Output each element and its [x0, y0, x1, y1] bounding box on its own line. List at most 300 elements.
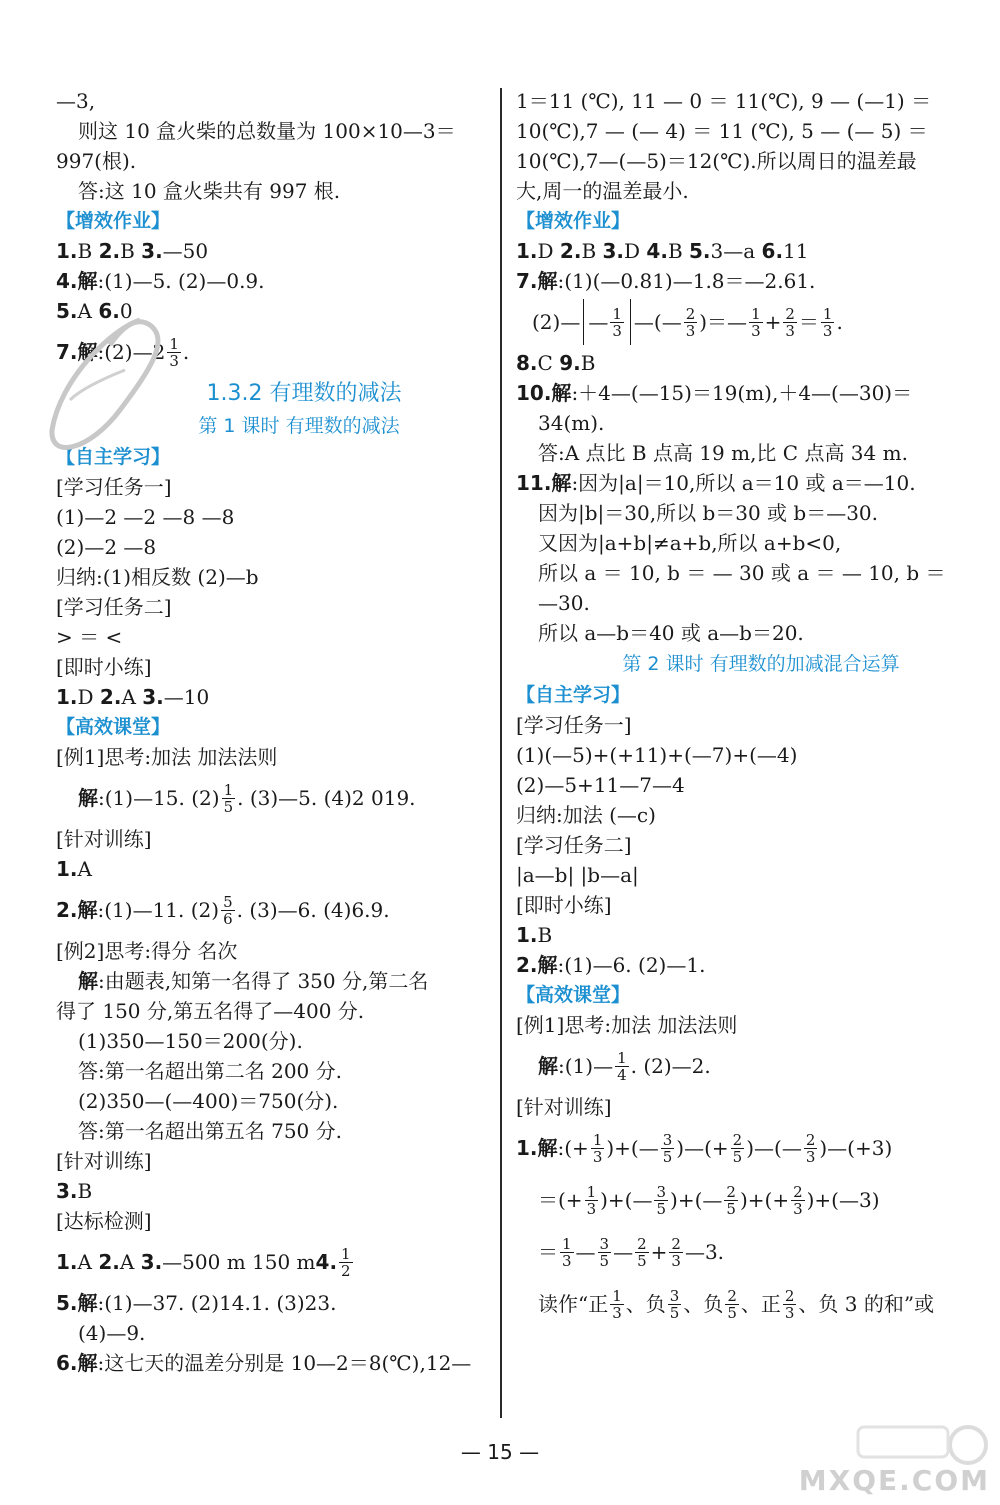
text-span: :(1)—15. (2)	[98, 786, 220, 810]
text-span: :(1)—6. (2)—1.	[557, 953, 706, 977]
text-span: ＝	[798, 310, 819, 334]
text-span: 、负	[625, 1292, 666, 1316]
fraction	[749, 306, 763, 339]
fraction	[669, 1236, 683, 1269]
text-line	[56, 176, 492, 206]
text-span: (2)350—(—400)＝750(分).	[78, 1089, 339, 1113]
text-span: A	[121, 685, 136, 709]
lesson-title: 第 2 课时 有理数的加减混合运算	[622, 653, 900, 675]
text-span: 1	[822, 304, 833, 323]
text-span: :(2)—2	[97, 340, 166, 364]
text-span: 1.	[56, 1250, 78, 1274]
text-span: 5	[732, 1147, 743, 1166]
answer-line	[516, 236, 956, 266]
stamp-mark-icon	[40, 300, 190, 470]
text-span: |a—b| |b—a|	[516, 863, 639, 887]
text-span: 2	[785, 304, 795, 323]
text-line	[516, 528, 956, 558]
fraction	[585, 1184, 599, 1217]
text-line	[516, 558, 956, 588]
text-span: 2.解	[516, 953, 558, 977]
text-span: )—(+3)	[819, 1136, 893, 1160]
text-span: 2	[805, 1130, 816, 1149]
text-span: 3	[612, 1303, 622, 1322]
text-span: 4.解	[56, 269, 98, 293]
text-line	[56, 1086, 492, 1116]
text-span: 答:第一名超出第五名 750 分.	[78, 1119, 342, 1143]
text-span: [即时小练]	[516, 893, 612, 917]
text-span: 2	[793, 1182, 803, 1201]
text-span: 997(根).	[56, 149, 137, 173]
text-span: 2.解	[56, 898, 98, 922]
text-span: 3	[586, 1199, 597, 1218]
section-title: 1.3.2 有理数的减法	[206, 381, 402, 406]
right-column	[516, 86, 956, 1330]
text-span: 2	[784, 1286, 795, 1305]
text-span: [学习任务二]	[56, 595, 172, 619]
text-line	[56, 472, 492, 502]
text-span: 1.	[56, 685, 78, 709]
text-span: )+(—	[600, 1188, 653, 1212]
text-line	[516, 438, 956, 468]
text-span: D	[77, 685, 94, 709]
text-span: 3	[562, 1251, 572, 1270]
text-span: 3	[592, 1147, 603, 1166]
left-column	[56, 86, 492, 1378]
text-span: (1)350—150＝200(分).	[78, 1029, 303, 1053]
text-span: 11.解	[516, 471, 572, 495]
text-span: 因为|b|＝30,所以 b＝30 或 b＝—30.	[538, 501, 879, 525]
text-span: 3	[656, 1182, 667, 1201]
text-span: :(1)(—0.81)—1.8＝—2.61.	[557, 269, 816, 293]
text-span: 5	[223, 892, 233, 911]
fraction	[684, 306, 698, 339]
text-span: 3	[751, 321, 761, 340]
text-span: 4	[617, 1065, 627, 1084]
text-span: [学习任务一]	[516, 713, 632, 737]
text-line	[56, 532, 492, 562]
text-line	[56, 86, 492, 116]
text-span: 3	[669, 1286, 680, 1305]
text-span: (2)—	[532, 310, 581, 334]
section-banner: 【自主学习】	[516, 684, 631, 706]
text-line	[516, 1092, 956, 1122]
fraction	[783, 1288, 797, 1321]
text-span: )—(+	[676, 1136, 729, 1160]
answer-line	[56, 966, 492, 996]
fraction	[654, 1184, 668, 1217]
section-banner: 【高效课堂】	[516, 984, 631, 1006]
text-span: 2	[726, 1182, 736, 1201]
text-line	[516, 890, 956, 920]
text-span: [例1]思考:加法 加法法则	[516, 1013, 738, 1037]
text-span: 6.	[98, 299, 120, 323]
text-span: —(—	[633, 310, 682, 334]
text-line	[516, 830, 956, 860]
text-line	[56, 1318, 492, 1348]
answer-line	[56, 1176, 492, 1206]
text-span: 1.	[516, 923, 538, 947]
text-line	[516, 176, 956, 206]
text-span: 1	[612, 304, 622, 323]
answer-line	[516, 1278, 956, 1330]
text-span: 5.	[689, 239, 711, 263]
text-span: :(1)—	[558, 1054, 614, 1078]
text-span: 解	[78, 969, 98, 993]
text-span: )+(—	[670, 1188, 723, 1212]
text-span: 归纳:(1)相反数 (2)—b	[56, 565, 259, 589]
page-number: — 15 —	[460, 1440, 540, 1464]
text-span: 读作“正	[538, 1292, 609, 1316]
text-span: 3	[685, 321, 696, 340]
text-span: 3	[785, 321, 795, 340]
text-span: 1＝11 (℃), 11 — 0 ＝ 11(℃), 9 — (—1) ＝	[516, 89, 932, 113]
text-span: . (3)—6. (4)6.9.	[236, 898, 390, 922]
text-span: 10.解	[516, 381, 572, 405]
text-span: 3	[822, 321, 833, 340]
answer-line	[516, 296, 956, 348]
text-span: 1.解	[516, 1136, 558, 1160]
text-span: 3.	[140, 1250, 163, 1274]
answer-line	[516, 348, 956, 378]
text-span: (4)—9.	[78, 1321, 146, 1345]
text-line	[56, 1056, 492, 1086]
text-line	[56, 936, 492, 966]
fraction	[339, 1246, 353, 1279]
text-span: A	[77, 857, 92, 881]
text-span: . (3)—5. (4)2 019.	[237, 786, 416, 810]
column-divider	[500, 88, 502, 1418]
text-span: .	[836, 310, 843, 334]
answer-line	[516, 1122, 956, 1174]
text-span: 5	[727, 1303, 737, 1322]
text-span: 6.	[761, 239, 784, 263]
fraction	[731, 1132, 745, 1165]
answer-line	[56, 854, 492, 884]
text-span: A	[77, 1250, 92, 1274]
text-span: 3	[671, 1251, 681, 1270]
text-span: 5	[656, 1199, 667, 1218]
text-span: 2	[732, 1130, 743, 1149]
fraction	[724, 1184, 738, 1217]
text-span: B	[580, 351, 596, 375]
text-span: 3.	[142, 685, 164, 709]
text-span: 归纳:加法 (—c)	[516, 803, 656, 827]
fraction	[615, 1050, 629, 1083]
text-span: 5	[223, 797, 234, 816]
text-span: 、正	[740, 1292, 781, 1316]
text-span: +	[650, 1240, 668, 1264]
text-span: ＝	[538, 1240, 558, 1264]
text-span: 解	[538, 1054, 558, 1078]
answer-line	[56, 772, 492, 824]
text-span: B	[667, 239, 683, 263]
answer-line	[516, 266, 956, 296]
text-span: 1.	[56, 239, 78, 263]
text-span: D	[624, 239, 641, 263]
fraction	[610, 306, 624, 339]
text-span: 5.	[56, 299, 78, 323]
text-line	[516, 1010, 956, 1040]
text-span: 答:这 10 盒火柴共有 997 根.	[78, 179, 341, 203]
text-span: 2	[341, 1261, 351, 1280]
text-span: —	[575, 1240, 596, 1264]
text-line	[516, 498, 956, 528]
text-line	[56, 1146, 492, 1176]
text-span: :(1)—11. (2)	[97, 898, 220, 922]
lesson-title: 第 1 课时 有理数的减法	[198, 415, 400, 437]
answer-line	[56, 266, 492, 296]
text-span: 所以 a—b＝40 或 a—b＝20.	[538, 621, 804, 645]
fraction	[560, 1236, 574, 1269]
answer-line	[516, 950, 956, 980]
text-span: 所以 a ＝ 10, b ＝ — 30 或 a ＝ — 10, b ＝	[538, 561, 946, 585]
text-span: 10(℃),7 — (— 4) ＝ 11 (℃), 5 — (— 5) ＝	[516, 119, 928, 143]
fraction	[804, 1132, 818, 1165]
text-span: 3	[599, 1234, 610, 1253]
text-span: B	[120, 239, 135, 263]
text-span: —3,	[56, 89, 96, 113]
text-line	[56, 116, 492, 146]
fraction	[635, 1236, 649, 1269]
text-line	[516, 588, 956, 618]
text-span: )—(—	[746, 1136, 802, 1160]
text-span: —3.	[684, 1240, 725, 1264]
text-span: 3.	[141, 239, 163, 263]
text-span: 2	[637, 1234, 647, 1253]
text-line	[56, 996, 492, 1026]
text-line	[516, 800, 956, 830]
text-span: 1	[341, 1244, 351, 1263]
text-span: )+(—3)	[806, 1188, 880, 1212]
answer-line	[56, 884, 492, 936]
text-span: 1	[223, 780, 234, 799]
text-span: 1	[169, 334, 179, 353]
fraction	[221, 894, 235, 927]
text-span: B	[77, 239, 93, 263]
text-line	[516, 86, 956, 116]
text-span: —	[613, 1240, 634, 1264]
text-span: 5	[669, 1303, 680, 1322]
text-span: 1	[562, 1234, 572, 1253]
text-span: [针对训练]	[516, 1095, 612, 1119]
text-span: 大,周一的温差最小.	[516, 179, 689, 203]
text-span: :(1)—37. (2)14.1. (3)23.	[97, 1291, 337, 1315]
text-span: —10	[163, 685, 210, 709]
text-span: —30.	[538, 591, 590, 615]
text-span: 又因为|a+b|≠a+b,所以 a+b<0,	[538, 531, 842, 555]
text-span: 3	[793, 1199, 803, 1218]
text-span: > ＝ <	[56, 625, 123, 649]
text-span: [学习任务一]	[56, 475, 172, 499]
fraction	[668, 1288, 682, 1321]
section-banner: 【高效课堂】	[56, 716, 171, 738]
text-span: 10(℃),7—(—5)＝12(℃).所以周日的温差最	[516, 149, 917, 173]
text-span: 2	[685, 304, 696, 323]
text-span: 1	[617, 1048, 627, 1067]
text-span: 2.	[99, 685, 122, 709]
text-span: :＋4—(—15)＝19(m),＋4—(—30)＝	[571, 381, 913, 405]
text-line	[516, 740, 956, 770]
text-span: 3	[805, 1147, 816, 1166]
text-span: 1	[592, 1130, 603, 1149]
text-span: B	[77, 1179, 93, 1203]
text-span: 5	[599, 1251, 610, 1270]
text-span: 得了 150 分,第五名得了—400 分.	[56, 999, 365, 1023]
text-span: :(+	[557, 1136, 589, 1160]
fraction	[661, 1132, 675, 1165]
text-span: )+(—	[606, 1136, 659, 1160]
text-span: 3	[662, 1130, 673, 1149]
text-line	[516, 116, 956, 146]
text-span: 1	[586, 1182, 597, 1201]
section-banner: 【增效作业】	[516, 210, 631, 232]
text-span: ＝(+	[538, 1188, 583, 1212]
text-span: B	[581, 239, 597, 263]
fraction	[591, 1132, 605, 1165]
text-line	[56, 562, 492, 592]
fraction	[610, 1288, 624, 1321]
text-span: B	[537, 923, 553, 947]
text-line	[56, 1206, 492, 1236]
text-span: —50	[162, 239, 209, 263]
text-span: 3—a	[710, 239, 756, 263]
text-line	[56, 146, 492, 176]
text-span: )+(+	[739, 1188, 790, 1212]
text-span: 1	[751, 304, 761, 323]
text-line	[516, 710, 956, 740]
text-line	[516, 770, 956, 800]
text-span: 3.	[56, 1179, 78, 1203]
text-span: 则这 10 盒火柴的总数量为 100×10—3＝	[78, 119, 456, 143]
text-span: )＝—	[699, 310, 748, 334]
section-banner: 【自主学习】	[56, 446, 171, 468]
text-span: [针对训练]	[56, 827, 152, 851]
text-span: +	[764, 310, 782, 334]
text-line	[516, 618, 956, 648]
fraction	[725, 1288, 739, 1321]
text-line	[516, 408, 956, 438]
text-line	[56, 742, 492, 772]
fraction	[222, 782, 236, 815]
text-span: [例1]思考:加法 加法法则	[56, 745, 278, 769]
text-span: 3	[612, 321, 622, 340]
fraction	[821, 306, 835, 339]
text-span: (2)—5+11—7—4	[516, 773, 685, 797]
text-span: 2.	[98, 1250, 120, 1274]
text-span: [即时小练]	[56, 655, 152, 679]
text-span: 、负	[683, 1292, 724, 1316]
text-line	[516, 860, 956, 890]
text-line	[56, 1116, 492, 1146]
text-span: 5.解	[56, 1291, 98, 1315]
text-span: A	[119, 1250, 135, 1274]
fraction	[791, 1184, 805, 1217]
text-span: 2.	[98, 239, 121, 263]
answer-line	[56, 682, 492, 712]
text-span: 3	[169, 351, 179, 370]
fraction	[598, 1236, 612, 1269]
answer-line	[516, 468, 956, 498]
answer-line	[56, 1348, 492, 1378]
text-span: .	[182, 340, 190, 364]
text-span: 5	[726, 1199, 736, 1218]
text-span: 1.	[516, 239, 538, 263]
text-span: (1)(—5)+(+11)+(—7)+(—4)	[516, 743, 798, 767]
answer-line	[56, 236, 492, 266]
text-span: 7.解	[56, 340, 98, 364]
text-span: 1	[612, 1286, 622, 1305]
text-span: 答:第一名超出第二名 200 分.	[78, 1059, 342, 1083]
fraction	[783, 306, 797, 339]
text-span: [学习任务二]	[516, 833, 632, 857]
text-span: 11	[783, 239, 809, 263]
text-span: A	[77, 299, 92, 323]
text-span: :(1)—5. (2)—0.9.	[97, 269, 265, 293]
text-span: 2	[727, 1286, 737, 1305]
text-span: 0	[119, 299, 133, 323]
text-span: 34(m).	[538, 411, 605, 435]
answer-line	[56, 1288, 492, 1318]
text-span: [针对训练]	[56, 1149, 152, 1173]
text-span: (2)—2 —8	[56, 535, 157, 559]
text-span: 、负 3 的和”或	[798, 1292, 935, 1316]
text-span: —	[588, 310, 609, 334]
text-line	[56, 502, 492, 532]
answer-line	[516, 378, 956, 408]
text-span: :因为|a|＝10,所以 a＝10 或 a＝—10.	[571, 471, 916, 495]
answer-line	[516, 1040, 956, 1092]
text-span: D	[537, 239, 554, 263]
section-banner: 【增效作业】	[56, 210, 171, 232]
text-span: 5	[637, 1251, 647, 1270]
answer-line	[516, 1174, 956, 1226]
text-span: —500 m 150 m	[162, 1250, 316, 1274]
text-span: [达标检测]	[56, 1209, 152, 1233]
watermark-text: MXQE.COM	[798, 1464, 990, 1497]
text-span: 解	[78, 786, 98, 810]
text-span: 6	[223, 909, 233, 928]
answer-line	[516, 920, 956, 950]
text-line	[56, 824, 492, 854]
answer-line	[516, 1226, 956, 1278]
text-span: :由题表,知第一名得了 350 分,第二名	[98, 969, 429, 993]
text-span: . (2)—2.	[630, 1054, 711, 1078]
text-span: [例2]思考:得分 名次	[56, 939, 238, 963]
text-span: 1.	[56, 857, 78, 881]
text-span: C	[537, 351, 553, 375]
text-line	[56, 652, 492, 682]
text-span: :这七天的温差分别是 10—2＝8(℃),12—	[97, 1351, 472, 1375]
text-span: 9.	[559, 351, 581, 375]
answer-line	[56, 1236, 492, 1288]
text-span: 4.	[315, 1250, 338, 1274]
text-span: (1)—2 —2 —8 —8	[56, 505, 235, 529]
text-span: 5	[662, 1147, 673, 1166]
text-span: 7.解	[516, 269, 558, 293]
text-span: 8.	[516, 351, 538, 375]
text-line	[56, 1026, 492, 1056]
text-span: 4.	[646, 239, 668, 263]
text-span: 6.解	[56, 1351, 98, 1375]
text-span: 2.	[559, 239, 582, 263]
text-line	[56, 622, 492, 652]
text-span: 3.	[602, 239, 625, 263]
text-span: 答:A 点比 B 点高 19 m,比 C 点高 34 m.	[538, 441, 908, 465]
text-span: 3	[784, 1303, 795, 1322]
text-line	[56, 592, 492, 622]
text-span: 2	[671, 1234, 681, 1253]
